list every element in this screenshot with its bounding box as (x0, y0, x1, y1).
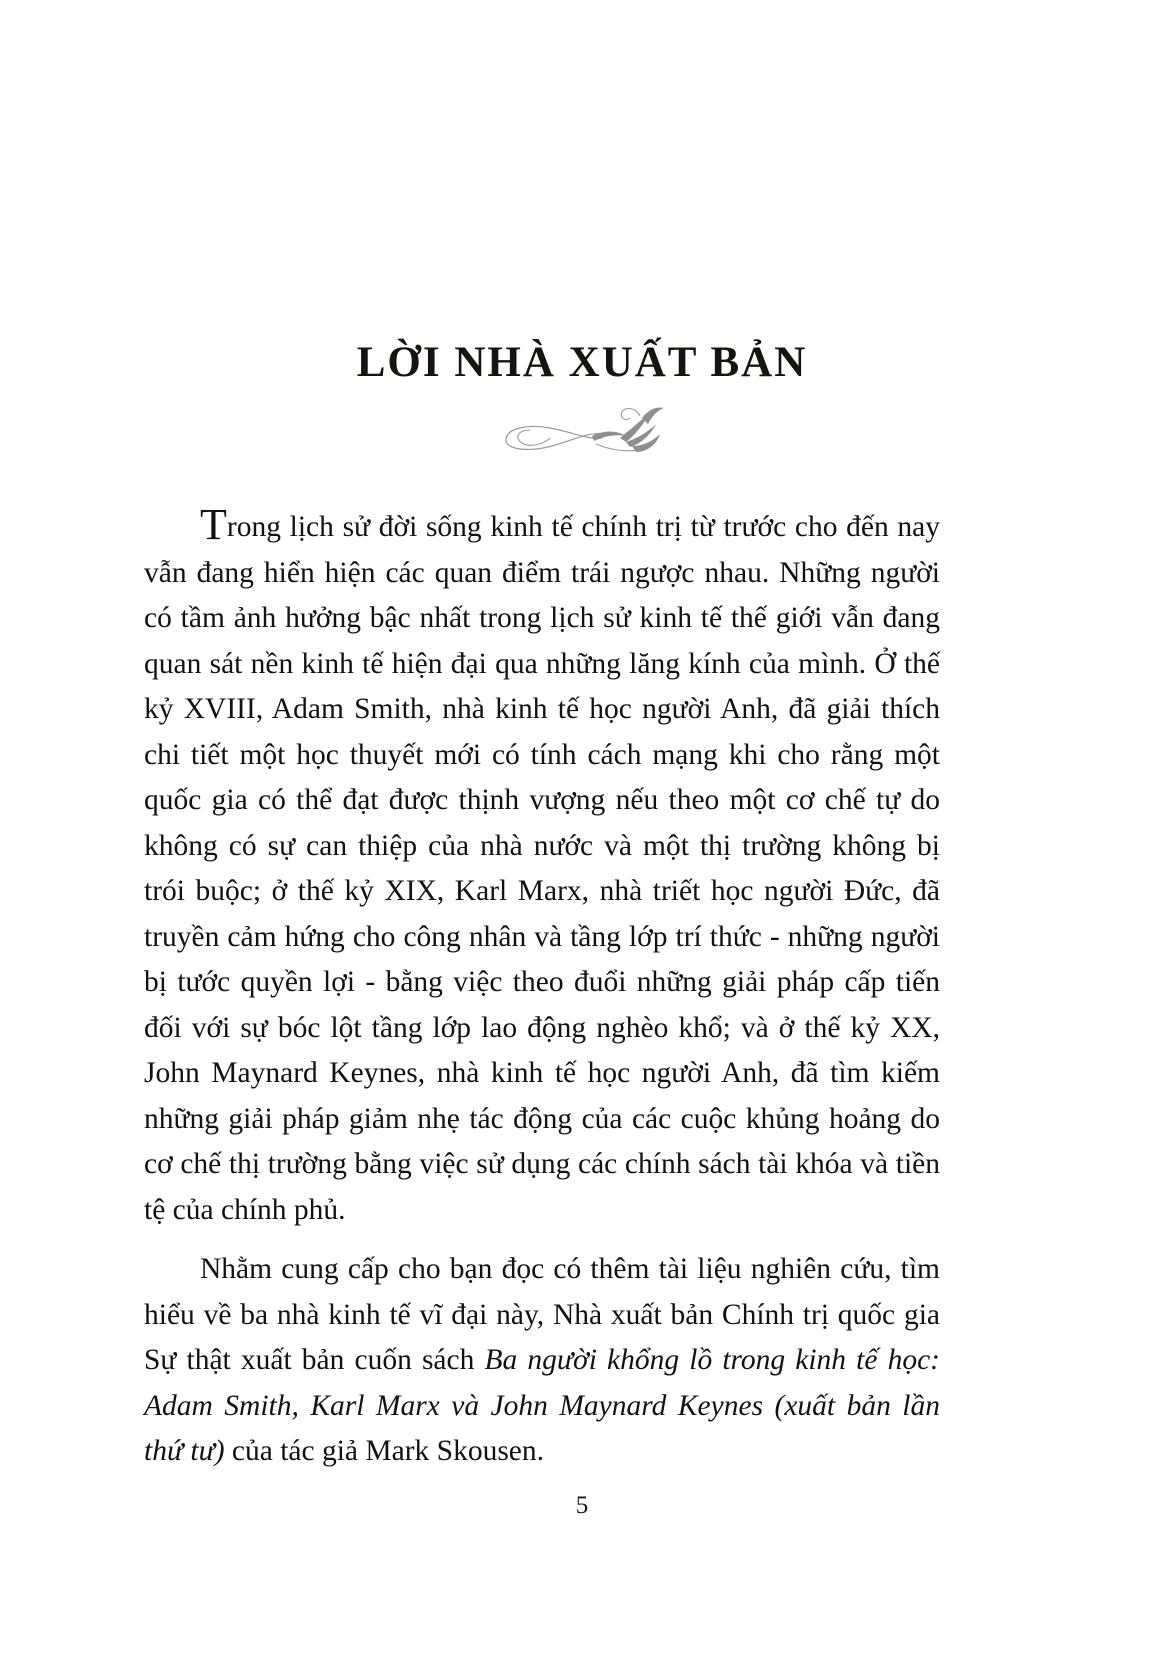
paragraph-2-intro: Nhằm cung cấp cho bạn đọc có thêm tài liệu nghiên cứu, tìm hiểu về ba nhà kinh tế vĩ đại này, Nhà xuất bản Chính trị quốc gia Sự thật xuất bản cuốn sách (144, 1253, 940, 1376)
calligraphic-flourish-ornament-icon (492, 400, 672, 462)
book-title-italic: Ba người khổng lồ trong kinh tế học: Adam Smith, Karl Marx và John Maynard Keynes (xuất bản lần thứ tư) (144, 1344, 940, 1467)
paragraph-1-text: rong lịch sử đời sống kinh tế chính trị từ trước cho đến nay vẫn đang hiển hiện các quan điểm trái ngược nhau. Những người có tầm ảnh hưởng bậc nhất trong lịch sử kinh tế thế giới vẫn đang quan sát nền kinh tế hiện đại qua những lăng kính của mình. Ở thế kỷ XVIII, Adam Smith, nhà kinh tế học người Anh, đã giải thích chi tiết một học thuyết mới có tính cách mạng khi cho rằng một quốc gia có thể đạt được thịnh vượng nếu theo một cơ chế tự do không có sự can thiệp của nhà nước và một thị trường không bị trói buộc; ở thế kỷ XIX, Karl Marx, nhà triết học người Đức, đã truyền cảm hứng cho công nhân và tầng lớp trí thức - những người bị tước quyền lợi - bằng việc theo đuổi những giải pháp cấp tiến đối với sự bóc lột tầng lớp lao động nghèo khổ; và ở thế kỷ XX, John Maynard Keynes, nhà kinh tế học người Anh, đã tìm kiếm những giải pháp giảm nhẹ tác động của các cuộc khủng hoảng do cơ chế thị trường bằng việc sử dụng các chính sách tài khóa và tiền tệ của chính phủ. (144, 511, 940, 1226)
paragraph-2-outro: của tác giả Mark Skousen. (224, 1435, 545, 1467)
paragraph-2 (144, 1247, 940, 1475)
paragraph-1 (144, 500, 940, 1233)
page-title: LỜI NHÀ XUẤT BẢN (356, 338, 808, 386)
page-number: 5 (575, 1492, 589, 1519)
drop-cap-letter: T (200, 500, 227, 549)
body-text-block (144, 500, 940, 1475)
ornament-container (0, 398, 1164, 464)
